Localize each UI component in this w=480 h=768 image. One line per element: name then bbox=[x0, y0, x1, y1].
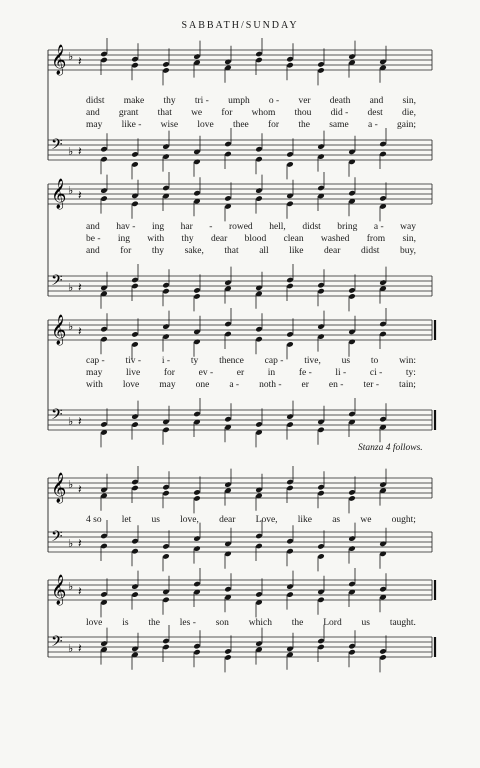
lyric-syllable: o - bbox=[268, 96, 280, 106]
lyric-syllable: for bbox=[163, 368, 175, 378]
lyric-syllable: love bbox=[86, 618, 103, 628]
lyric-syllable: all bbox=[259, 246, 269, 256]
flat-icon: ♭ bbox=[68, 642, 74, 655]
lyric-syllable: like bbox=[289, 246, 304, 256]
rest-icon: 𝄽 bbox=[78, 54, 82, 68]
lyric-syllable: noth - bbox=[259, 380, 282, 390]
lyric-syllable: buy, bbox=[399, 246, 416, 256]
lyric-syllable: sin, bbox=[402, 96, 416, 106]
lyric-syllable: sake, bbox=[184, 246, 204, 256]
lyric-syllable: thee bbox=[232, 120, 249, 130]
lyric-syllable: fe - bbox=[298, 368, 312, 378]
lyric-syllable: to bbox=[370, 356, 379, 366]
lyric-syllable: way bbox=[400, 222, 416, 232]
lyric-syllable: the bbox=[298, 120, 310, 130]
lyric-syllable: is bbox=[122, 618, 129, 628]
lyric-syllable: umph bbox=[228, 96, 250, 106]
bass-clef-icon: 𝄢 bbox=[51, 136, 63, 157]
rest-icon: 𝄽 bbox=[78, 414, 82, 428]
lyric-syllable: thou bbox=[294, 108, 312, 118]
lyric-line bbox=[86, 96, 416, 106]
lyric-syllable: washed bbox=[320, 234, 350, 244]
lyric-syllable: and bbox=[369, 96, 384, 106]
lyric-syllable: be - bbox=[86, 234, 101, 244]
lyric-syllable: we bbox=[360, 515, 372, 525]
bass-clef-icon: 𝄢 bbox=[51, 272, 63, 293]
lyric-line bbox=[86, 108, 416, 118]
lyric-syllable: les - bbox=[179, 618, 196, 628]
lyric-syllable: a - bbox=[373, 222, 384, 232]
rest-icon: 𝄽 bbox=[78, 482, 82, 496]
lyric-syllable: one bbox=[195, 380, 210, 390]
lyric-syllable: thence bbox=[219, 356, 244, 366]
flat-icon: ♭ bbox=[68, 537, 74, 550]
lyric-syllable: that bbox=[224, 246, 239, 256]
rest-icon: 𝄽 bbox=[78, 280, 82, 294]
lyric-syllable: tain; bbox=[399, 380, 416, 390]
lyric-syllable: and bbox=[86, 108, 100, 118]
lyric-syllable: cap - bbox=[264, 356, 284, 366]
rest-icon: 𝄽 bbox=[78, 641, 82, 655]
lyric-syllable: er bbox=[301, 380, 309, 390]
treble-clef-icon: 𝄞 bbox=[51, 315, 67, 345]
lyric-syllable: may bbox=[86, 368, 103, 378]
rest-icon: 𝄽 bbox=[78, 584, 82, 598]
lyric-line bbox=[86, 234, 416, 244]
lyric-syllable: with bbox=[86, 380, 103, 390]
lyric-syllable: en - bbox=[328, 380, 344, 390]
rest-icon: 𝄽 bbox=[78, 144, 82, 158]
lyric-syllable: ter - bbox=[363, 380, 379, 390]
lyric-syllable: thy bbox=[181, 234, 194, 244]
lyric-syllable: dest bbox=[367, 108, 383, 118]
lyric-syllable: and bbox=[86, 246, 100, 256]
lyric-syllable: love bbox=[122, 380, 140, 390]
lyric-syllable: tri - bbox=[194, 96, 209, 106]
lyric-syllable: har bbox=[180, 222, 193, 232]
lyric-syllable: love bbox=[197, 120, 214, 130]
lyric-syllable: same bbox=[329, 120, 349, 130]
lyric-syllable: son bbox=[215, 618, 229, 628]
lyric-syllable: clean bbox=[283, 234, 304, 244]
lyric-syllable: live bbox=[126, 368, 141, 378]
lyric-syllable: li - bbox=[335, 368, 347, 378]
lyric-syllable: ci - bbox=[369, 368, 383, 378]
bass-clef-icon: 𝄢 bbox=[51, 406, 63, 427]
lyric-syllable: and bbox=[86, 222, 100, 232]
lyric-syllable: i - bbox=[161, 356, 171, 366]
rest-icon: 𝄽 bbox=[78, 324, 82, 338]
lyric-syllable: win: bbox=[399, 356, 416, 366]
lyric-syllable: may bbox=[159, 380, 176, 390]
lyric-syllable: us bbox=[151, 515, 160, 525]
treble-clef-icon: 𝄞 bbox=[51, 575, 67, 605]
lyric-syllable: make bbox=[123, 96, 145, 106]
lyric-syllable: ty bbox=[190, 356, 199, 366]
lyric-syllable: tiv - bbox=[125, 356, 142, 366]
flat-icon: ♭ bbox=[68, 184, 74, 197]
lyric-syllable: didst bbox=[86, 96, 105, 106]
flat-icon: ♭ bbox=[68, 320, 74, 333]
bass-clef-icon: 𝄢 bbox=[51, 528, 63, 549]
lyric-line bbox=[86, 222, 416, 232]
lyric-syllable: dear bbox=[210, 234, 228, 244]
flat-icon: ♭ bbox=[68, 478, 74, 491]
flat-icon: ♭ bbox=[68, 145, 74, 158]
lyric-syllable: sin, bbox=[402, 234, 416, 244]
lyric-syllable: ing bbox=[117, 234, 130, 244]
lyric-syllable: did - bbox=[330, 108, 349, 118]
lyric-syllable: taught. bbox=[389, 618, 416, 628]
treble-clef-icon: 𝄞 bbox=[51, 179, 67, 209]
flat-icon: ♭ bbox=[68, 281, 74, 294]
lyric-syllable: rowed bbox=[228, 222, 253, 232]
lyric-syllable: for bbox=[268, 120, 280, 130]
treble-clef-icon: 𝄞 bbox=[51, 473, 67, 503]
lyric-syllable: cap - bbox=[86, 356, 105, 366]
lyric-syllable: thy bbox=[163, 96, 176, 106]
lyric-syllable: love, bbox=[180, 515, 199, 525]
lyric-syllable: die, bbox=[401, 108, 416, 118]
lyric-syllable: dear bbox=[219, 515, 236, 525]
lyric-line bbox=[86, 515, 416, 525]
lyric-syllable: let bbox=[121, 515, 132, 525]
lyric-syllable: whom bbox=[251, 108, 276, 118]
flat-icon: ♭ bbox=[68, 415, 74, 428]
lyric-syllable: wise bbox=[160, 120, 179, 130]
lyric-syllable: hav - bbox=[116, 222, 136, 232]
lyric-syllable: thy bbox=[151, 246, 165, 256]
rest-icon: 𝄽 bbox=[78, 536, 82, 550]
lyric-syllable: 4 so bbox=[86, 515, 102, 525]
lyric-syllable: hell, bbox=[269, 222, 286, 232]
lyric-syllable: may bbox=[86, 120, 103, 130]
lyric-syllable: us bbox=[361, 618, 370, 628]
lyric-syllable: ought; bbox=[391, 515, 416, 525]
lyric-syllable: - bbox=[209, 222, 213, 232]
lyric-line bbox=[86, 368, 416, 378]
rest-icon: 𝄽 bbox=[78, 188, 82, 202]
lyric-syllable: with bbox=[147, 234, 165, 244]
lyric-syllable: dear bbox=[324, 246, 341, 256]
lyric-syllable: ty: bbox=[405, 368, 416, 378]
lyric-syllable: ing bbox=[151, 222, 165, 232]
lyric-syllable: tive, bbox=[304, 356, 321, 366]
lyric-syllable: gain; bbox=[397, 120, 416, 130]
lyric-line bbox=[86, 246, 416, 256]
lyric-syllable: like bbox=[297, 515, 312, 525]
lyric-syllable: that bbox=[157, 108, 172, 118]
lyric-line bbox=[86, 380, 416, 390]
flat-icon: ♭ bbox=[68, 50, 74, 63]
lyric-line bbox=[86, 120, 416, 130]
lyric-syllable: for bbox=[221, 108, 233, 118]
lyric-syllable: the bbox=[291, 618, 304, 628]
lyric-syllable: grant bbox=[118, 108, 139, 118]
lyric-syllable: in bbox=[267, 368, 276, 378]
lyric-syllable: ver bbox=[298, 96, 311, 106]
lyric-syllable: er bbox=[236, 368, 245, 378]
bass-clef-icon: 𝄢 bbox=[51, 633, 63, 654]
treble-clef-icon: 𝄞 bbox=[51, 45, 67, 75]
lyric-syllable: we bbox=[191, 108, 203, 118]
lyric-syllable: as bbox=[332, 515, 341, 525]
lyric-line bbox=[86, 618, 416, 628]
lyric-line bbox=[86, 356, 416, 366]
lyric-syllable: Love, bbox=[255, 515, 278, 525]
lyric-syllable: death bbox=[329, 96, 351, 106]
flat-icon: ♭ bbox=[68, 580, 74, 593]
lyric-syllable: blood bbox=[244, 234, 267, 244]
stanza-note: Stanza 4 follows. bbox=[358, 443, 423, 453]
lyric-syllable: didst bbox=[360, 246, 380, 256]
lyric-syllable: ev - bbox=[198, 368, 214, 378]
lyric-syllable: a - bbox=[367, 120, 378, 130]
lyric-syllable: like - bbox=[121, 120, 142, 130]
lyric-syllable: the bbox=[148, 618, 160, 628]
lyric-syllable: from bbox=[366, 234, 386, 244]
lyric-syllable: a - bbox=[229, 380, 240, 390]
running-title: SABBATH/SUNDAY bbox=[181, 20, 299, 31]
lyric-syllable: Lord bbox=[323, 618, 342, 628]
lyric-syllable: which bbox=[248, 618, 272, 628]
lyric-syllable: for bbox=[120, 246, 132, 256]
lyric-syllable: bring bbox=[337, 222, 358, 232]
lyric-syllable: didst bbox=[302, 222, 321, 232]
lyric-syllable: us bbox=[341, 356, 351, 366]
